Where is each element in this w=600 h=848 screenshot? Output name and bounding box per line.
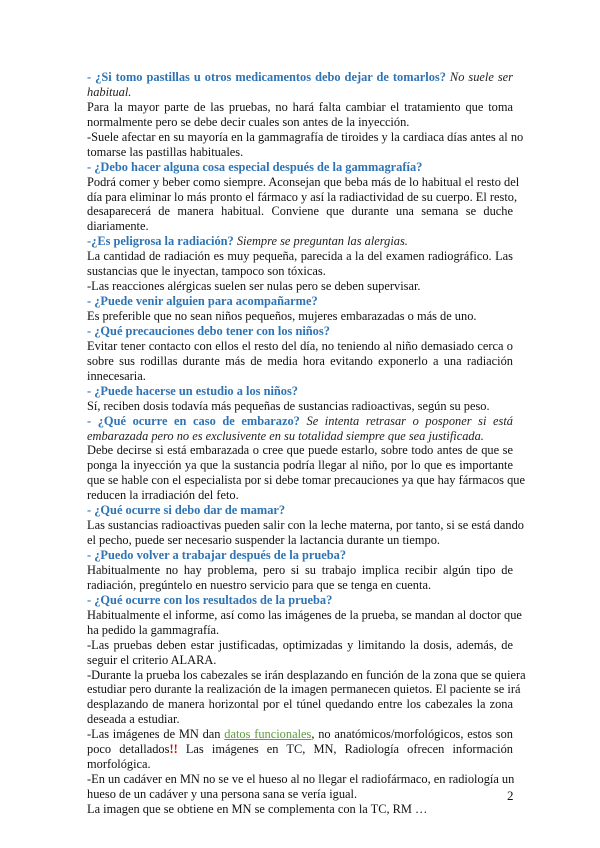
question-line xyxy=(87,414,513,429)
body-line: -Las pruebas deben estar justificadas, optimizadas y limitando la dosis, además, de xyxy=(87,637,513,652)
body-line: La imagen que se obtiene en MN se complementa con la TC, RM … xyxy=(87,801,428,816)
body-line: sustancias que le inyectan, tampoco son tóxicas. xyxy=(87,264,326,279)
question-line xyxy=(87,384,513,399)
question-children-precautions: - ¿Qué precauciones debo tener con los niños? xyxy=(87,323,330,338)
question-line xyxy=(87,593,513,608)
body-line: ha pedido la gammagrafía. xyxy=(87,622,220,637)
body-line: poco detallados!! Las imágenes en TC, MN, Radiología ofrecen información xyxy=(87,742,513,757)
question-pregnancy: - ¿Qué ocurre en caso de embarazo? xyxy=(87,413,300,428)
body-line: Debe decirse si está embarazada o cree que puede estarlo, sobre todo antes de que se xyxy=(87,443,513,458)
question-line xyxy=(87,160,513,175)
body-line: La cantidad de radiación es muy pequeña, parecida a la del examen radiográfico. Las xyxy=(87,249,513,264)
body-line: Sí, reciben dosis todavía más pequeñas de sustancias radioactivas, según su peso. xyxy=(87,398,490,413)
question-line xyxy=(87,234,513,249)
answer-inline: Siempre se preguntan las alergias. xyxy=(233,234,408,249)
body-line: morfológica. xyxy=(87,757,151,772)
body-line: estudiar pero durante la realización de la imagen permanecen quietos. El paciente se irá xyxy=(87,682,521,697)
body-line: hueso de un cadáver y una persona sana se vería igual. xyxy=(87,787,358,801)
body-line: desplazando de manera horizontal por el túnel quedando entre los cabezales la zona xyxy=(87,697,513,712)
question-results: - ¿Qué ocurre con los resultados de la prueba? xyxy=(87,592,333,607)
body-line: reducen la irradiación del feto. xyxy=(87,488,239,503)
body-line: Podrá comer y beber como siempre. Aconsejan que beba más de lo habitual el resto del xyxy=(87,174,520,189)
answer-line: habitual. xyxy=(87,84,132,99)
body-line: tomarse las pastillas habituales. xyxy=(87,144,244,159)
body-line: el pecho, puede ser necesario suspender la lactancia durante un tiempo. xyxy=(87,533,440,548)
page-number: 2 xyxy=(507,788,514,803)
body-line: Es preferible que no sean niños pequeños, mujeres embarazadas o más de uno. xyxy=(87,309,477,323)
body-line: radiación, pregúntelo en nuestro servicio para que se tenga en cuenta. xyxy=(87,577,432,592)
emphasis-marks: !! xyxy=(169,742,178,757)
question-line xyxy=(87,70,513,85)
question-radiation: -¿Es peligrosa la radiación? xyxy=(87,234,234,249)
body-line: Habitualmente no hay problema, pero si su trabajo implica recibir algún tipo de xyxy=(87,562,513,577)
question-line xyxy=(87,294,513,309)
body-line: Habitualmente el informe, así como las imágenes de la prueba, se mandan al doctor que xyxy=(87,607,522,622)
body-line: -Durante la prueba los cabezales se irán desplazando en función de la zona que se quiera xyxy=(87,667,526,682)
body-line: -Las reacciones alérgicas suelen ser nulas pero se deben supervisar. xyxy=(87,279,421,294)
question-after-scan: - ¿Debo hacer alguna cosa especial después de la gammagrafía? xyxy=(87,159,423,174)
body-line: ponga la inyección ya que la sustancia podría llegar al niño, por lo que es importante xyxy=(87,458,513,473)
body-line: sobre sus rodillas durante más de media hora evitando exponerlo a una radiación xyxy=(87,353,513,368)
body-line: diariamente. xyxy=(87,219,149,234)
answer-line: embarazada pero no es exclusivente en su totalidad siempre que sea justificada. xyxy=(87,428,484,443)
question-line xyxy=(87,324,513,339)
question-companion: - ¿Puede venir alguien para acompañarme? xyxy=(87,294,318,309)
body-line: deseada a estudiar. xyxy=(87,712,180,727)
body-line: que se hable con el especialista por si debe tomar precauciones ya que hay fármacos que xyxy=(87,473,525,488)
question-line xyxy=(87,548,513,563)
body-line: desaparecerá de manera habitual. Conviene que durante una semana se duche xyxy=(87,204,513,219)
body-line: Evitar tener contacto con ellos el resto del día, no teniendo al niño demasiado cerca o xyxy=(87,338,513,353)
document-page xyxy=(87,70,526,817)
question-return-work: - ¿Puedo volver a trabajar después de la prueba? xyxy=(87,548,347,562)
question-line xyxy=(87,503,513,518)
body-line: innecesaria. xyxy=(87,368,146,383)
answer-inline: Se intenta retrasar o posponer si está xyxy=(299,413,513,428)
body-line: -Suele afectar en su mayoría en la gammagrafía de tiroides y la cardiaca días antes al no xyxy=(87,129,524,144)
question-breastfeeding: - ¿Qué ocurre si debo dar de mamar? xyxy=(87,503,286,518)
body-line: Para la mayor parte de las pruebas, no hará falta cambiar el tratamiento que toma xyxy=(87,99,513,114)
body-line: -Las imágenes de MN dan datos funcionales, no anatómicos/morfológicos, estos son xyxy=(87,727,513,742)
question-children-study: - ¿Puede hacerse un estudio a los niños? xyxy=(87,383,299,398)
body-line: Las sustancias radioactivas pueden salir con la leche materna, por tanto, si se está dando xyxy=(87,518,524,533)
body-line: seguir el criterio ALARA. xyxy=(87,652,217,667)
answer-inline: No suele ser xyxy=(445,70,513,84)
body-line: -En un cadáver en MN no se ve el hueso al no llegar el radiofármaco, en radiología un xyxy=(87,772,515,787)
body-line: normalmente pero se debe decir cuales son antes de la inyección. xyxy=(87,114,410,129)
question-medications: - ¿Si tomo pastillas u otros medicamentos debo dejar de tomarlos? xyxy=(87,70,446,84)
functional-data-link[interactable]: datos funcionales xyxy=(224,727,312,742)
body-line: día para eliminar lo más pronto el fármaco y así la radiactividad de su cuerpo. El resto, xyxy=(87,189,518,204)
